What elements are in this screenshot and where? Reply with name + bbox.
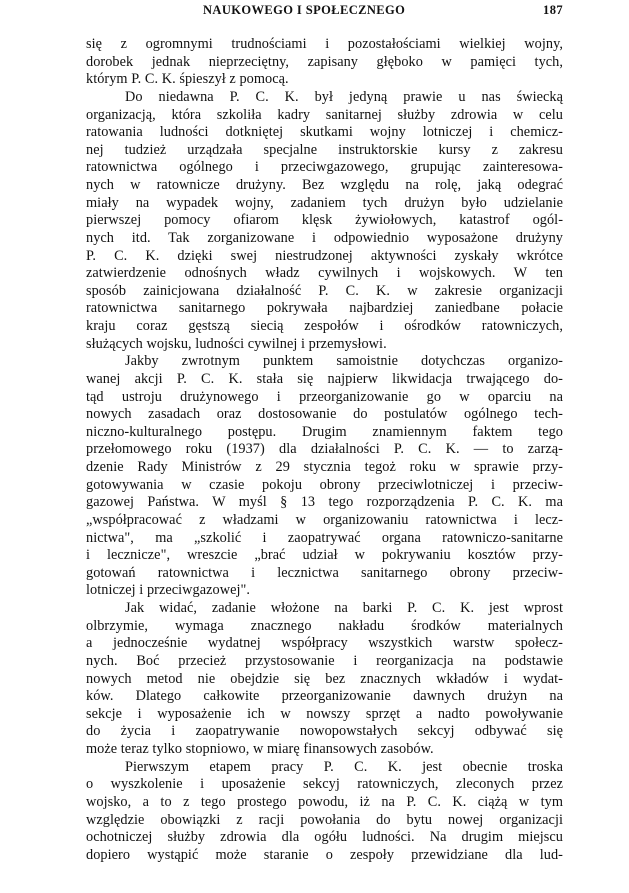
text-line: gazowej Państwa. W myśl § 13 tego rozporządzenia P. C. K. ma (86, 494, 563, 511)
text-line: nowych metod nie obejdzie się bez znacznych wkładów i wydat- (86, 670, 563, 687)
text-line: Jakby zwrotnym punktem samoistnie dotychczas organizo- (125, 353, 563, 370)
running-title: NAUKOWEGO I SPOŁECZNEGO (203, 3, 406, 17)
text-line: zatwierdzenie odnośnych władz cywilnych i wojskowych. W ten (86, 265, 563, 282)
text-line: miały na wypadek wojny, zadaniem tych drużyn było udzielanie (86, 194, 563, 211)
text-line: i lecznicze", wreszcie „brać udział w pokrywaniu kosztów przy- (86, 547, 563, 564)
text-line: nych itd. Tak zorganizowane i odpowiednio wyposażone drużyny (86, 229, 563, 246)
text-line: „współpracować z władzami w organizowaniu ratownictwa i lecz- (86, 511, 563, 528)
running-head (86, 3, 563, 19)
text-line: Pierwszym etapem pracy P. C. K. jest obecnie troska (125, 758, 563, 775)
text-line: służących wojsku, ludności cywilnej i przemysłowi. (86, 335, 387, 352)
text-line: nych. Boć przecież przystosowanie i reorganizacja na podstawie (86, 652, 563, 669)
text-line: lotniczej i przeciwgazowej". (86, 582, 251, 599)
text-line: a jednocześnie wydatnej współpracy wszystkich warstw społecz- (86, 635, 563, 652)
text-line: dzenie Rady Ministrów z 29 stycznia tegoż roku w sprawie przy- (86, 459, 563, 475)
text-line: wanej akcji P. C. K. stała się najpierw likwidacja trwającego do- (86, 370, 563, 387)
text-line: niczno-kulturalnego postępu. Drugim znamiennym faktem tego (86, 423, 563, 440)
text-line: ratownictwa sanitarnego pokrywała najbardziej zaniedbane połacie (86, 300, 563, 317)
text-line: o wyszkolenie i uposażenie sekcyj ratowniczych, zleconych przez (86, 776, 563, 793)
text-line: dopiero wystąpić może staranie o zespoły przewidziane dla lud- (86, 846, 563, 863)
text-line: pierwszej pomocy ofiarom klęsk żywiołowych, katastrof ogól- (86, 212, 563, 229)
text-line: kraju coraz gęstszą siecią zespołów i ośrodków ratowniczych, (86, 318, 563, 334)
text-line: do życia i zaopatrywanie nowopowstałych sekcyj odbywać się (86, 723, 563, 740)
text-line: sposób zainicjowana działalność P. C. K. w zakresie organizacji (86, 282, 563, 299)
body-text (86, 36, 563, 864)
text-line: gotowywania w czasie pokoju obrony przeciwlotniczej i przeciw- (86, 476, 563, 493)
text-line: względzie obowiązki z racji powołania do bytu nowej organizacji (86, 811, 563, 828)
text-line: tąd ustroju drużynowego i przeorganizowanie go w oparciu na (86, 388, 563, 405)
text-line: organizacją, która szkoliła kadry sanitarnej służby zdrowia w celu (86, 106, 563, 123)
text-line: nej tudzież urządzała specjalne instruktorskie kursy z zakresu (86, 141, 563, 158)
text-line: P. C. K. dzięki swej niestrudzonej aktywności zyskały wkrótce (86, 247, 563, 264)
text-line: ratownictwa ogólnego i przeciwgazowego, grupując zainteresowa- (86, 159, 563, 176)
text-line: olbrzymie, wymaga znacznego nakładu środków materialnych (86, 617, 563, 634)
page-number: 187 (543, 3, 563, 17)
text-line: sekcje i wyposażenie ich w nowszy sprzęt a nadto powoływanie (86, 705, 563, 722)
text-line: nictwa", ma „szkolić i zaopatrywać organa ratowniczo-sanitarne (86, 529, 563, 546)
text-line: wojsko, a to z tego prostego powodu, iż na P. C. K. ciążą w tym (86, 793, 563, 810)
text-line: się z ogromnymi trudnościami i pozostałościami wielkiej wojny, (86, 36, 563, 52)
text-line: Do niedawna P. C. K. był jedyną prawie u nas świecką (125, 88, 563, 105)
text-line: którym P. C. K. śpieszył z pomocą. (86, 71, 289, 88)
text-line: gotowań ratownictwa i lecznictwa sanitarnego obrony przeciw- (86, 564, 563, 581)
text-line: może teraz tylko stopniowo, w miarę finansowych zasobów. (86, 741, 434, 757)
text-line: ratowania ludności dotkniętej skutkami wojny lotniczej i chemicz- (86, 124, 563, 141)
text-line: nych w ratownicze drużyny. Bez względu na rolę, jaką odegrać (86, 177, 563, 193)
text-line: ków. Dlatego całkowite przeorganizowanie dawnych drużyn na (86, 688, 563, 705)
text-line: Jak widać, zadanie włożone na barki P. C. K. jest wprost (125, 600, 563, 616)
text-line: ochotniczej służby zdrowia dla ogółu ludności. Na drugim miejscu (86, 829, 563, 846)
text-line: przełomowego roku (1937) dla działalności P. C. K. — to zarzą- (86, 441, 563, 458)
text-line: nowych zasadach oraz dostosowanie do postulatów ogólnego tech- (86, 406, 563, 423)
text-line: dorobek jednak nieprzeciętny, zapisany głęboko w pamięci tych, (86, 53, 563, 70)
